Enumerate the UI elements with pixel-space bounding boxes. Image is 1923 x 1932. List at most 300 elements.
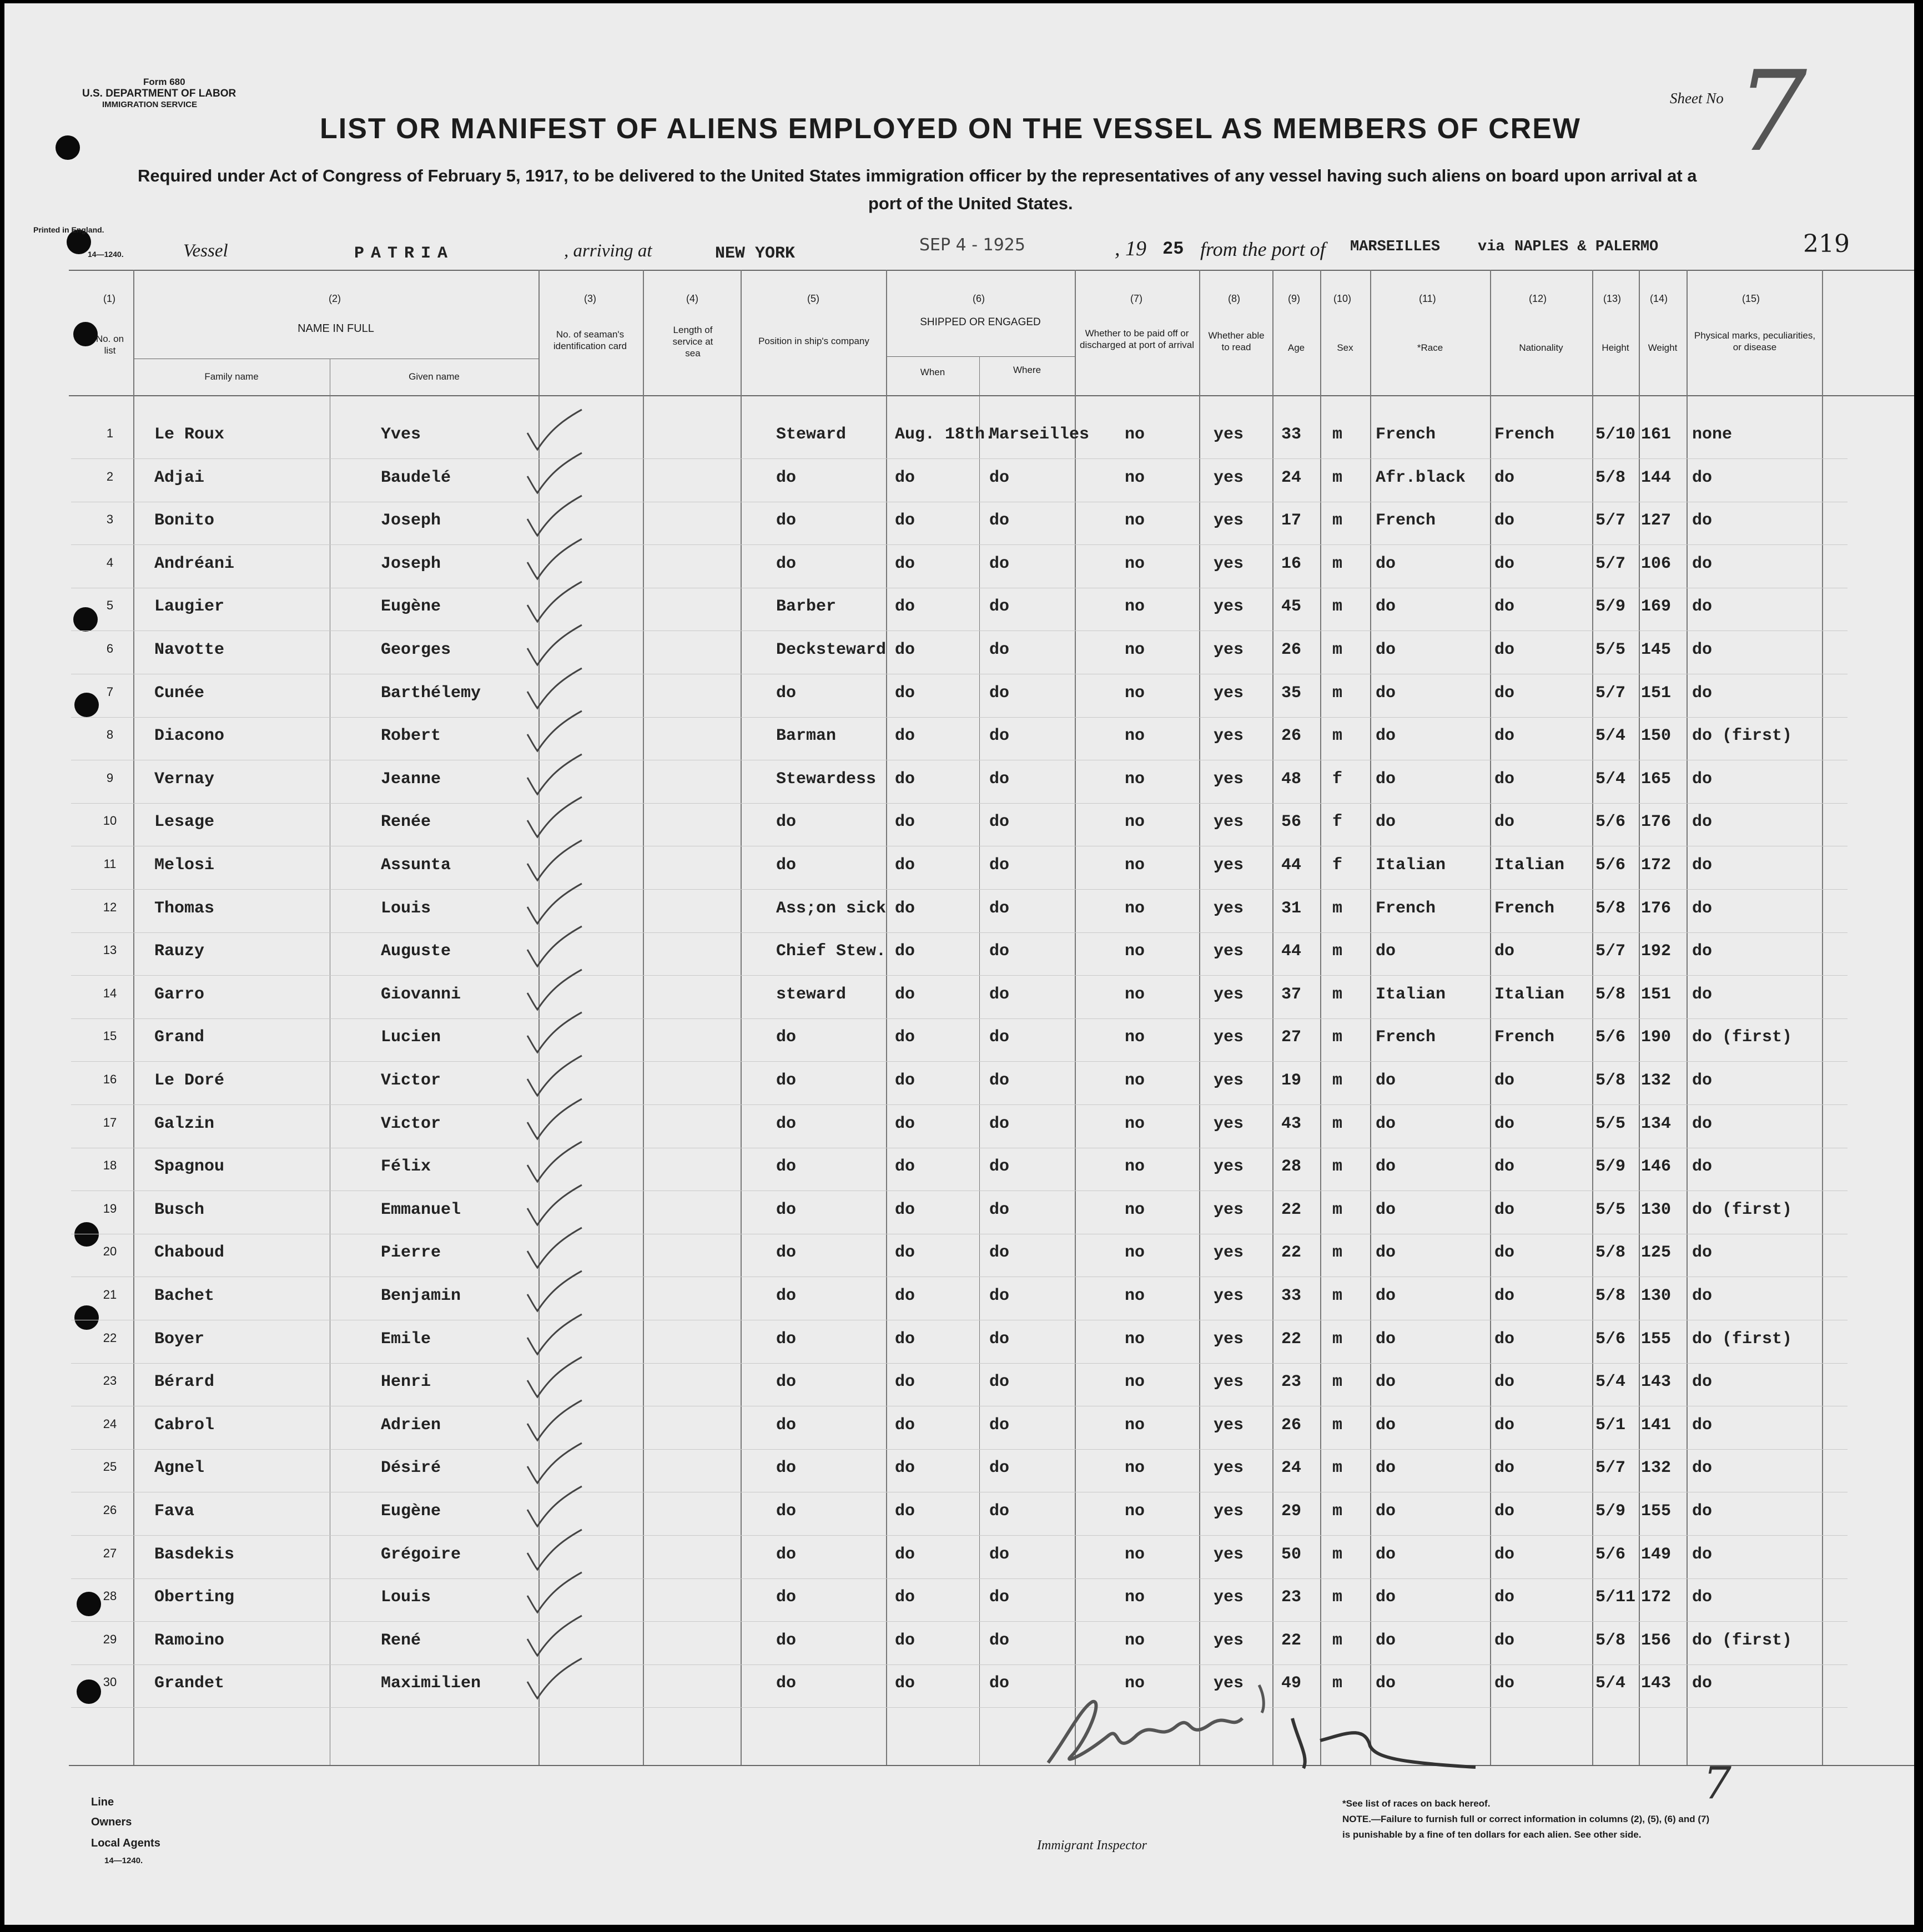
height-cell: 5/1 (1595, 1415, 1626, 1435)
able-to-read-cell: yes (1214, 1588, 1244, 1607)
given-name-cell: Barthélemy (381, 683, 481, 703)
shipped-where-cell: do (989, 1502, 1010, 1521)
height-cell: 5/4 (1595, 1373, 1626, 1392)
sex-cell: m (1332, 1071, 1343, 1090)
paid-off-cell: no (1125, 1157, 1145, 1177)
sex-cell: m (1332, 985, 1343, 1004)
weight-cell: 172 (1641, 856, 1672, 875)
race-cell: do (1376, 1502, 1396, 1521)
family-name-cell: Vernay (154, 769, 215, 789)
height-cell: 5/7 (1595, 554, 1626, 573)
able-to-read-cell: yes (1214, 1631, 1244, 1650)
paid-off-cell: no (1125, 1114, 1145, 1133)
row-number: 5 (106, 598, 114, 613)
age-cell: 27 (1281, 1028, 1302, 1047)
age-cell: 23 (1281, 1373, 1302, 1392)
weight-cell: 130 (1641, 1200, 1672, 1219)
column-number: (3) (584, 293, 596, 304)
able-to-read-cell: yes (1214, 683, 1244, 703)
paid-off-cell: no (1125, 727, 1145, 746)
paid-off-cell: no (1125, 1243, 1145, 1263)
column-number: (14) (1650, 293, 1668, 304)
column-number: (5) (807, 293, 819, 304)
row-number: 9 (106, 770, 114, 785)
weight-cell: 165 (1641, 769, 1672, 789)
age-cell: 16 (1281, 554, 1302, 573)
header-height: Height (1602, 342, 1629, 353)
height-cell: 5/9 (1595, 1157, 1626, 1177)
sex-cell: f (1332, 856, 1343, 875)
sex-cell: f (1332, 769, 1343, 789)
punch-hole (56, 135, 80, 160)
punch-hole (74, 1222, 99, 1247)
footer-penalty-note: NOTE.—Failure to furnish full or correct information in columns (2), (5), (6) and (7) (1342, 1814, 1710, 1824)
position-cell: do (776, 554, 797, 573)
column-number: (2) (329, 293, 341, 304)
position-cell: Barman (776, 727, 837, 746)
position-cell: Ass;on sick (776, 899, 887, 918)
nationality-cell: do (1494, 1373, 1515, 1392)
sex-cell: m (1332, 1157, 1343, 1177)
age-cell: 35 (1281, 683, 1302, 703)
sex-cell: m (1332, 511, 1343, 531)
shipped-when-cell: do (895, 1287, 915, 1305)
family-name-cell: Diacono (154, 727, 225, 746)
footer-agents-label: Local Agents (91, 1837, 160, 1849)
nationality-cell: Italian (1494, 856, 1565, 875)
weight-cell: 156 (1641, 1631, 1672, 1650)
race-cell: do (1376, 1329, 1396, 1349)
given-name-cell: Baudelé (381, 468, 451, 487)
check-mark-icon (521, 1353, 610, 1403)
column-divider (1592, 270, 1593, 1765)
column-number: (10) (1333, 293, 1352, 304)
height-cell: 5/8 (1595, 1287, 1626, 1305)
shipped-when-cell: do (895, 1243, 915, 1263)
footer-race-note: *See list of races on back hereof. (1342, 1798, 1491, 1809)
shipped-where-cell: do (989, 1243, 1010, 1263)
position-cell: do (776, 1329, 797, 1349)
height-cell: 5/8 (1595, 1243, 1626, 1263)
given-name-cell: Auguste (381, 942, 451, 961)
age-cell: 49 (1281, 1674, 1302, 1693)
given-name-cell: Lucien (381, 1028, 441, 1047)
height-cell: 5/9 (1595, 1502, 1626, 1521)
nationality-cell: do (1494, 1243, 1515, 1263)
column-divider (886, 270, 887, 1765)
nationality-cell: do (1494, 1459, 1515, 1478)
column-number: (4) (686, 293, 698, 304)
column-divider (1687, 270, 1688, 1765)
race-cell: French (1376, 425, 1436, 444)
nationality-cell: do (1494, 597, 1515, 617)
position-cell: Stewardess (776, 769, 877, 789)
able-to-read-cell: yes (1214, 1329, 1244, 1349)
vessel-label: Vessel (183, 241, 228, 261)
age-cell: 33 (1281, 425, 1302, 444)
position-cell: Decksteward (776, 640, 887, 659)
check-mark-icon (521, 621, 610, 670)
shipped-where-cell: do (989, 1631, 1010, 1650)
paid-off-cell: no (1125, 554, 1145, 573)
physical-marks-cell: do (first) (1692, 1028, 1793, 1047)
shipped-when-cell: do (895, 1071, 915, 1090)
header-when: When (920, 367, 945, 377)
able-to-read-cell: yes (1214, 1502, 1244, 1521)
check-mark-icon (521, 965, 610, 1015)
row-number: 16 (103, 1072, 117, 1086)
race-cell: French (1376, 1028, 1436, 1047)
row-number: 25 (103, 1460, 117, 1474)
height-cell: 5/4 (1595, 1674, 1626, 1693)
header-family-name: Family name (204, 371, 259, 382)
family-name-cell: Basdekis (154, 1545, 235, 1564)
height-cell: 5/6 (1595, 1329, 1626, 1349)
shipped-when-cell: do (895, 1459, 915, 1478)
check-mark-icon (521, 1396, 610, 1446)
column-number: (13) (1603, 293, 1622, 304)
given-name-cell: Henri (381, 1373, 431, 1392)
row-rule (71, 717, 1848, 718)
physical-marks-cell: none (1692, 425, 1733, 444)
nationality-cell: do (1494, 1588, 1515, 1607)
arrival-port: NEW YORK (715, 244, 796, 263)
column-divider (1822, 270, 1823, 1765)
family-name-cell: Busch (154, 1200, 205, 1219)
weight-cell: 161 (1641, 425, 1672, 444)
check-mark-icon (521, 922, 610, 972)
position-cell: do (776, 1243, 797, 1263)
height-cell: 5/5 (1595, 640, 1626, 659)
sex-cell: m (1332, 1459, 1343, 1478)
weight-cell: 176 (1641, 813, 1672, 832)
given-name-cell: Eugène (381, 597, 441, 617)
race-cell: do (1376, 640, 1396, 659)
position-cell: do (776, 813, 797, 832)
family-name-cell: Grand (154, 1028, 205, 1047)
manifest-sheet (4, 3, 1914, 1925)
shipped-when-cell: do (895, 1415, 915, 1435)
race-cell: do (1376, 1287, 1396, 1305)
shipped-when-cell: do (895, 1200, 915, 1219)
given-name-cell: Joseph (381, 511, 441, 531)
family-name-cell: Grandet (154, 1674, 225, 1693)
weight-cell: 132 (1641, 1071, 1672, 1090)
row-number: 3 (106, 512, 114, 527)
age-cell: 33 (1281, 1287, 1302, 1305)
column-number: (7) (1130, 293, 1142, 304)
nationality-cell: do (1494, 813, 1515, 832)
sex-cell: m (1332, 425, 1343, 444)
column-divider (741, 270, 742, 1765)
given-name-cell: Adrien (381, 1415, 441, 1435)
page-subtitle-line1: Required under Act of Congress of February 5, 1917, to be delivered to the United States immigration officer by the representatives of any vessel having such aliens on board upon arrival at a (138, 166, 1697, 185)
check-mark-icon (521, 491, 610, 541)
able-to-read-cell: yes (1214, 1545, 1244, 1564)
column-number: (9) (1288, 293, 1300, 304)
height-cell: 5/4 (1595, 727, 1626, 746)
nationality-cell: do (1494, 683, 1515, 703)
check-mark-icon (521, 836, 610, 886)
shipped-where-cell: do (989, 1329, 1010, 1349)
given-name-cell: Emmanuel (381, 1200, 461, 1219)
shipped-where-cell: do (989, 683, 1010, 703)
able-to-read-cell: yes (1214, 1157, 1244, 1177)
arriving-label: , arriving at (564, 241, 652, 261)
sex-cell: m (1332, 597, 1343, 617)
sex-cell: m (1332, 1287, 1343, 1305)
form-code: 14—1240. (88, 250, 124, 259)
shipped-when-cell: do (895, 1674, 915, 1693)
given-name-cell: Désiré (381, 1459, 441, 1478)
physical-marks-cell: do (1692, 899, 1713, 918)
given-name-cell: Benjamin (381, 1287, 461, 1305)
race-cell: do (1376, 1243, 1396, 1263)
row-number: 18 (103, 1158, 117, 1173)
shipped-when-cell: do (895, 856, 915, 875)
age-cell: 26 (1281, 640, 1302, 659)
race-cell: do (1376, 1631, 1396, 1650)
nationality-cell: do (1494, 1502, 1515, 1521)
column-divider (1639, 270, 1640, 1765)
age-cell: 43 (1281, 1114, 1302, 1133)
age-cell: 44 (1281, 942, 1302, 961)
row-rule (71, 1578, 1848, 1579)
paid-off-cell: no (1125, 683, 1145, 703)
able-to-read-cell: yes (1214, 1674, 1244, 1693)
row-rule (71, 803, 1848, 804)
given-name-cell: Giovanni (381, 985, 461, 1004)
physical-marks-cell: do (1692, 1114, 1713, 1133)
sex-cell: m (1332, 1200, 1343, 1219)
shipped-where-cell: do (989, 985, 1010, 1004)
row-number: 12 (103, 900, 117, 914)
row-number: 26 (103, 1503, 117, 1517)
arrival-date-stamp: SEP 4 - 1925 (919, 235, 1025, 255)
column-number: (11) (1419, 293, 1436, 304)
position-cell: do (776, 856, 797, 875)
check-mark-icon (521, 1439, 610, 1489)
column-divider (1075, 270, 1076, 1765)
row-number: 27 (103, 1546, 117, 1560)
able-to-read-cell: yes (1214, 727, 1244, 746)
weight-cell: 130 (1641, 1287, 1672, 1305)
column-number: (15) (1742, 293, 1760, 304)
position-cell: do (776, 1459, 797, 1478)
shipped-when-cell: do (895, 597, 915, 617)
row-number: 10 (103, 814, 117, 828)
race-cell: do (1376, 1459, 1396, 1478)
row-number: 17 (103, 1115, 117, 1129)
able-to-read-cell: yes (1214, 425, 1244, 444)
sex-cell: m (1332, 640, 1343, 659)
family-name-cell: Fava (154, 1502, 195, 1521)
row-number: 23 (103, 1374, 117, 1388)
shipped-where-cell: do (989, 468, 1010, 487)
race-cell: do (1376, 1200, 1396, 1219)
race-cell: do (1376, 1157, 1396, 1177)
shipped-when-cell: do (895, 1329, 915, 1349)
race-cell: do (1376, 727, 1396, 746)
row-rule (71, 975, 1848, 976)
row-number: 29 (103, 1632, 117, 1646)
sex-cell: m (1332, 1373, 1343, 1392)
physical-marks-cell: do (1692, 856, 1713, 875)
given-name-cell: Georges (381, 640, 451, 659)
row-number: 28 (103, 1589, 117, 1603)
family-name-cell: Andréani (154, 554, 235, 573)
row-number: 13 (103, 943, 117, 957)
shipped-when-cell: do (895, 1373, 915, 1392)
race-cell: do (1376, 1415, 1396, 1435)
sex-cell: m (1332, 554, 1343, 573)
height-cell: 5/5 (1595, 1114, 1626, 1133)
nationality-cell: do (1494, 727, 1515, 746)
position-cell: steward (776, 985, 847, 1004)
family-name-cell: Agnel (154, 1459, 205, 1478)
row-number: 7 (106, 684, 114, 699)
physical-marks-cell: do (1692, 1459, 1713, 1478)
header-bottom-border (69, 395, 1914, 396)
age-cell: 45 (1281, 597, 1302, 617)
able-to-read-cell: yes (1214, 856, 1244, 875)
given-name-cell: René (381, 1631, 421, 1650)
nationality-cell: do (1494, 1415, 1515, 1435)
weight-cell: 146 (1641, 1157, 1672, 1177)
paid-off-cell: no (1125, 640, 1145, 659)
able-to-read-cell: yes (1214, 511, 1244, 531)
family-name-cell: Bérard (154, 1373, 215, 1392)
sex-cell: m (1332, 683, 1343, 703)
sex-cell: m (1332, 727, 1343, 746)
shipped-when-cell: Aug. 18th. (895, 425, 995, 444)
physical-marks-cell: do (1692, 1674, 1713, 1693)
height-cell: 5/8 (1595, 1631, 1626, 1650)
immigrant-inspector-label: Immigrant Inspector (1037, 1838, 1147, 1853)
shipped-where-cell: do (989, 1157, 1010, 1177)
physical-marks-cell: do (1692, 511, 1713, 531)
row-rule (71, 458, 1848, 459)
shipped-when-cell: do (895, 554, 915, 573)
nationality-cell: do (1494, 1157, 1515, 1177)
paid-off-cell: no (1125, 1459, 1145, 1478)
weight-cell: 127 (1641, 511, 1672, 531)
punch-hole (74, 1305, 99, 1330)
nationality-cell: do (1494, 1329, 1515, 1349)
position-cell: do (776, 1287, 797, 1305)
row-rule (71, 1104, 1848, 1105)
sex-cell: f (1332, 813, 1343, 832)
shipped-where-cell: do (989, 942, 1010, 961)
weight-cell: 151 (1641, 683, 1672, 703)
sex-cell: m (1332, 1588, 1343, 1607)
subheader-line (886, 356, 1075, 357)
position-cell: do (776, 511, 797, 531)
table-bottom-border (69, 1765, 1914, 1766)
column-divider (1490, 270, 1491, 1765)
shipped-where-cell: do (989, 1071, 1010, 1090)
family-name-cell: Navotte (154, 640, 225, 659)
shipped-when-cell: do (895, 1028, 915, 1047)
check-mark-icon (521, 577, 610, 627)
race-cell: do (1376, 769, 1396, 789)
column-divider (643, 270, 644, 1765)
shipped-where-cell: do (989, 1545, 1010, 1564)
check-mark-icon (521, 707, 610, 756)
shipped-where-cell: do (989, 769, 1010, 789)
shipped-when-cell: do (895, 1502, 915, 1521)
shipped-where-cell: do (989, 511, 1010, 531)
row-rule (71, 1449, 1848, 1450)
physical-marks-cell: do (1692, 683, 1713, 703)
age-cell: 50 (1281, 1545, 1302, 1564)
race-cell: do (1376, 1545, 1396, 1564)
row-number: 22 (103, 1330, 117, 1345)
physical-marks-cell: do (1692, 640, 1713, 659)
physical-marks-cell: do (1692, 1287, 1713, 1305)
sex-cell: m (1332, 468, 1343, 487)
given-name-cell: Louis (381, 1588, 431, 1607)
sex-cell: m (1332, 1631, 1343, 1650)
service-line: IMMIGRATION SERVICE (102, 100, 198, 109)
physical-marks-cell: do (1692, 985, 1713, 1004)
paid-off-cell: no (1125, 769, 1145, 789)
given-name-cell: Félix (381, 1157, 431, 1177)
header-id-card: No. of seaman's identification card (553, 329, 627, 351)
physical-marks-cell: do (1692, 1373, 1713, 1392)
shipped-where-cell: do (989, 1200, 1010, 1219)
shipped-when-cell: do (895, 899, 915, 918)
race-cell: do (1376, 1588, 1396, 1607)
weight-cell: 149 (1641, 1545, 1672, 1564)
physical-marks-cell: do (1692, 1545, 1713, 1564)
age-cell: 44 (1281, 856, 1302, 875)
nationality-cell: French (1494, 425, 1555, 444)
paid-off-cell: no (1125, 1329, 1145, 1349)
sex-cell: m (1332, 899, 1343, 918)
row-rule (71, 1621, 1848, 1622)
shipped-where-cell: do (989, 1028, 1010, 1047)
shipped-when-cell: do (895, 468, 915, 487)
able-to-read-cell: yes (1214, 899, 1244, 918)
height-cell: 5/8 (1595, 899, 1626, 918)
check-mark-icon (521, 879, 610, 929)
family-name-cell: Melosi (154, 856, 215, 875)
weight-cell: 134 (1641, 1114, 1672, 1133)
family-name-cell: Bonito (154, 511, 215, 531)
given-name-cell: Emile (381, 1329, 431, 1349)
form-number: Form 680 (143, 77, 185, 87)
position-cell: Steward (776, 425, 847, 444)
race-cell: do (1376, 942, 1396, 961)
physical-marks-cell: do (first) (1692, 1631, 1793, 1650)
row-number: 19 (103, 1201, 117, 1215)
nationality-cell: do (1494, 1200, 1515, 1219)
age-cell: 26 (1281, 1415, 1302, 1435)
header-where: Where (1013, 365, 1041, 375)
able-to-read-cell: yes (1214, 1373, 1244, 1392)
family-name-cell: Cabrol (154, 1415, 215, 1435)
footer-line-label: Line (91, 1796, 114, 1808)
position-cell: do (776, 1545, 797, 1564)
age-cell: 23 (1281, 1588, 1302, 1607)
shipped-where-cell: do (989, 1674, 1010, 1693)
given-name-cell: Maximilien (381, 1674, 481, 1693)
weight-cell: 155 (1641, 1502, 1672, 1521)
row-number: 2 (106, 469, 114, 483)
able-to-read-cell: yes (1214, 813, 1244, 832)
weight-cell: 150 (1641, 727, 1672, 746)
